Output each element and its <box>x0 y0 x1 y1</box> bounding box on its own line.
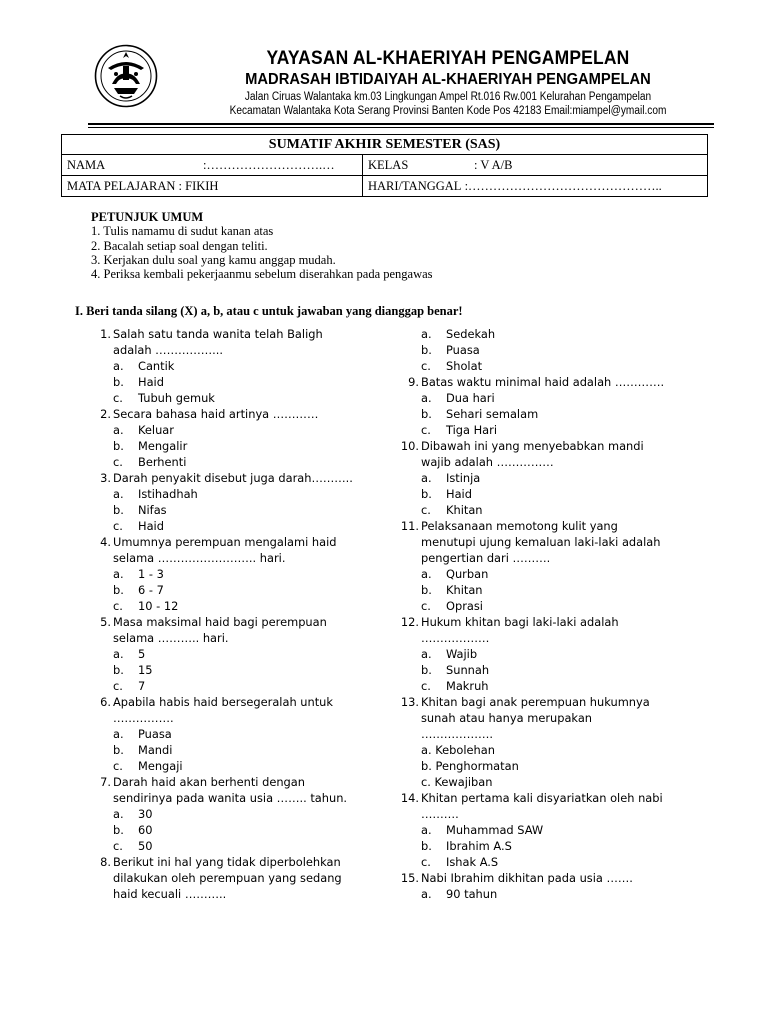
answer-option[interactable] <box>396 486 696 502</box>
instruction-item: 1. Tulis namamu di sudut kanan atas <box>91 224 274 239</box>
option-text: Sehari semalam <box>446 407 539 421</box>
question-text: haid kecuali ……….. <box>113 887 227 901</box>
answer-option[interactable] <box>88 662 388 678</box>
option-letter: a. <box>421 471 432 485</box>
question-item <box>88 326 388 358</box>
answer-option[interactable] <box>88 358 388 374</box>
question-number: 7. <box>100 775 111 789</box>
kelas-value: : V A/B <box>474 157 513 172</box>
option-text: Khitan <box>446 583 483 597</box>
question-text: ……………… <box>421 631 490 645</box>
option-letter: c. <box>113 679 123 693</box>
option-text: Ishak A.S <box>446 855 499 869</box>
option-text: Ibrahim A.S <box>446 839 512 853</box>
option-letter: c. <box>113 391 123 405</box>
question-text: Hukum khitan bagi laki-laki adalah <box>421 615 619 629</box>
option-letter: a. <box>113 647 124 661</box>
question-number: 15. <box>400 871 419 885</box>
answer-option[interactable] <box>396 662 696 678</box>
question-item <box>396 694 696 742</box>
answer-option[interactable] <box>88 598 388 614</box>
address-line-2: Kecamatan Walantaka Kota Serang Provinsi Banten Kode Pos 42183 Email:miampel@ymail.com <box>229 105 667 117</box>
question-item <box>88 470 388 486</box>
identity-table <box>61 134 708 197</box>
option-text: Mengalir <box>138 439 188 453</box>
question-text: Darah haid akan berhenti dengan <box>113 775 305 789</box>
question-item <box>396 374 696 390</box>
question-text: ………………. <box>421 727 493 741</box>
option-letter: a. <box>113 807 124 821</box>
answer-option[interactable] <box>88 438 388 454</box>
question-item <box>88 694 388 726</box>
answer-option[interactable] <box>396 838 696 854</box>
kelas-cell <box>363 155 708 176</box>
answer-option[interactable] <box>396 390 696 406</box>
question-text: ………. <box>421 807 459 821</box>
question-text: wajib adalah …………… <box>421 455 554 469</box>
option-text: Cantik <box>138 359 175 373</box>
question-text: Berikut ini hal yang tidak diperbolehkan <box>113 855 341 869</box>
answer-option[interactable] <box>88 742 388 758</box>
letterhead-rule-thin <box>88 127 714 128</box>
option-letter: c. <box>421 775 431 789</box>
option-text: 50 <box>138 839 153 853</box>
option-letter: a. <box>113 359 124 373</box>
question-text: ……………. <box>113 711 174 725</box>
question-item <box>396 438 696 470</box>
question-text: sunah atau hanya merupakan <box>421 711 593 725</box>
letterhead <box>168 48 728 118</box>
question-item <box>396 790 696 822</box>
hari-label: HARI/TANGGAL <box>368 178 462 193</box>
option-letter: a. <box>113 487 124 501</box>
question-item <box>396 870 696 886</box>
option-letter: c. <box>421 599 431 613</box>
answer-option[interactable] <box>396 886 696 902</box>
option-letter: c. <box>113 759 123 773</box>
option-letter: a. <box>421 823 432 837</box>
answer-option[interactable] <box>396 822 696 838</box>
option-letter: b. <box>113 375 124 389</box>
option-letter: a. <box>421 887 432 901</box>
question-item <box>88 854 388 902</box>
answer-option[interactable] <box>396 470 696 486</box>
question-text: pengertian dari ………. <box>421 551 551 565</box>
answer-option[interactable] <box>396 742 696 758</box>
option-text: Khitan <box>446 503 483 517</box>
question-text: Batas waktu minimal haid adalah …………. <box>421 375 665 389</box>
option-text: Penghormatan <box>435 759 519 773</box>
answer-option[interactable] <box>396 646 696 662</box>
answer-option[interactable] <box>396 326 696 342</box>
instructions-heading: PETUNJUK UMUM <box>91 210 204 224</box>
option-text: Berhenti <box>138 455 187 469</box>
option-text: Wajib <box>446 647 478 661</box>
option-letter: c. <box>421 855 431 869</box>
option-text: Sunnah <box>446 663 490 677</box>
question-item <box>88 534 388 566</box>
question-text: Pelaksanaan memotong kulit yang <box>421 519 618 533</box>
question-text: menutupi ujung kemaluan laki-laki adalah <box>421 535 661 549</box>
question-text: Umumnya perempuan mengalami haid <box>113 535 337 549</box>
school-logo <box>94 44 158 108</box>
option-letter: a. <box>113 423 124 437</box>
question-number: 2. <box>100 407 111 421</box>
nama-cell[interactable] <box>62 155 363 176</box>
answer-option[interactable] <box>396 774 696 790</box>
question-text: adalah ……………... <box>113 343 223 357</box>
question-item <box>88 406 388 422</box>
question-number: 1. <box>100 327 111 341</box>
option-text: Istinja <box>446 471 481 485</box>
mapel-label: MATA PELAJARAN <box>67 178 176 193</box>
option-letter: b. <box>113 503 124 517</box>
option-letter: c. <box>421 423 431 437</box>
option-text: 1 - 3 <box>138 567 164 581</box>
option-letter: c. <box>113 839 123 853</box>
option-text: Tubuh gemuk <box>138 391 215 405</box>
option-text: Mandi <box>138 743 173 757</box>
answer-option[interactable] <box>88 822 388 838</box>
question-text: Nabi Ibrahim dikhitan pada usia ……. <box>421 871 633 885</box>
address-line-1: Jalan Ciruas Walantaka km.03 Lingkungan Ampel Rt.016 Rw.001 Kelurahan Pengampelan <box>244 91 652 103</box>
answer-option[interactable] <box>88 582 388 598</box>
exam-title: SUMATIF AKHIR SEMESTER (SAS) <box>62 135 708 155</box>
question-number: 5. <box>100 615 111 629</box>
option-text: 15 <box>138 663 153 677</box>
question-text: Salah satu tanda wanita telah Baligh <box>113 327 323 341</box>
option-letter: b. <box>113 439 124 453</box>
option-text: Istihadhah <box>138 487 198 501</box>
school-name: MADRASAH IBTIDAIYAH AL-KHAERIYAH PENGAMPELAN <box>245 71 651 88</box>
question-text: Secara bahasa haid artinya ………… <box>113 407 319 421</box>
option-letter: b. <box>421 839 432 853</box>
option-text: Muhammad SAW <box>446 823 544 837</box>
foundation-name: YAYASAN AL-KHAERIYAH PENGAMPELAN <box>266 48 630 69</box>
option-text: Haid <box>138 375 164 389</box>
option-letter: a. <box>421 647 432 661</box>
answer-option[interactable] <box>88 454 388 470</box>
answer-option[interactable] <box>396 582 696 598</box>
option-text: Dua hari <box>446 391 495 405</box>
answer-option[interactable] <box>88 518 388 534</box>
option-letter: c. <box>113 455 123 469</box>
answer-option[interactable] <box>88 646 388 662</box>
answer-option[interactable] <box>88 486 388 502</box>
option-letter: a. <box>113 567 124 581</box>
answer-option[interactable] <box>396 422 696 438</box>
instruction-item: 2. Bacalah setiap soal dengan teliti. <box>91 238 268 253</box>
answer-option[interactable] <box>88 678 388 694</box>
option-letter: b. <box>421 663 432 677</box>
letterhead-rule-thick <box>88 123 714 125</box>
option-text: Kebolehan <box>435 743 495 757</box>
question-number: 4. <box>100 535 111 549</box>
answer-option[interactable] <box>88 390 388 406</box>
answer-option[interactable] <box>396 502 696 518</box>
question-text: Khitan bagi anak perempuan hukumnya <box>421 695 650 709</box>
answer-option[interactable] <box>396 758 696 774</box>
nama-value: :……………………….… <box>203 157 335 172</box>
answer-option[interactable] <box>88 374 388 390</box>
questions-column-left <box>88 326 388 902</box>
question-text: selama ……….. hari. <box>113 631 229 645</box>
option-letter: b. <box>113 823 124 837</box>
nama-label: NAMA <box>67 157 106 172</box>
option-letter: b. <box>421 759 432 773</box>
question-number: 3. <box>100 471 111 485</box>
question-text: Darah penyakit disebut juga darah……….. <box>113 471 353 485</box>
question-text: Khitan pertama kali disyariatkan oleh nabi <box>421 791 663 805</box>
option-letter: b. <box>421 343 432 357</box>
option-letter: c. <box>113 519 123 533</box>
option-letter: a. <box>421 743 432 757</box>
kelas-label: KELAS <box>368 157 409 172</box>
option-text: Haid <box>446 487 472 501</box>
question-number: 14. <box>400 791 419 805</box>
question-number: 13. <box>400 695 419 709</box>
option-text: 60 <box>138 823 153 837</box>
option-text: Nifas <box>138 503 167 517</box>
option-text: Mengaji <box>138 759 183 773</box>
option-letter: b. <box>113 743 124 757</box>
option-text: 6 - 7 <box>138 583 164 597</box>
question-text: selama …………………….. hari. <box>113 551 286 565</box>
answer-option[interactable] <box>88 502 388 518</box>
answer-option[interactable] <box>88 726 388 742</box>
answer-option[interactable] <box>396 678 696 694</box>
option-text: 5 <box>138 647 146 661</box>
option-letter: b. <box>113 663 124 677</box>
option-letter: b. <box>421 487 432 501</box>
option-letter: a. <box>113 727 124 741</box>
option-letter: c. <box>421 359 431 373</box>
mapel-cell <box>62 176 363 197</box>
mapel-value: : FIKIH <box>178 178 219 193</box>
question-text: Apabila habis haid bersegeralah untuk <box>113 695 333 709</box>
option-text: 10 - 12 <box>138 599 179 613</box>
answer-option[interactable] <box>396 406 696 422</box>
option-letter: c. <box>421 679 431 693</box>
hari-cell[interactable] <box>363 176 708 197</box>
questions-column-right <box>396 326 696 902</box>
question-item <box>88 774 388 806</box>
question-item <box>88 614 388 646</box>
answer-option[interactable] <box>396 358 696 374</box>
answer-option[interactable] <box>396 854 696 870</box>
question-text: Dibawah ini yang menyebabkan mandi <box>421 439 644 453</box>
question-number: 6. <box>100 695 111 709</box>
option-text: Makruh <box>446 679 489 693</box>
option-text: Puasa <box>138 727 172 741</box>
answer-option[interactable] <box>88 566 388 582</box>
option-text: Sedekah <box>446 327 496 341</box>
option-text: 30 <box>138 807 153 821</box>
question-number: 8. <box>100 855 111 869</box>
option-letter: a. <box>421 567 432 581</box>
answer-option[interactable] <box>396 566 696 582</box>
option-letter: b. <box>421 583 432 597</box>
option-letter: c. <box>113 599 123 613</box>
option-letter: a. <box>421 327 432 341</box>
option-text: 7 <box>138 679 146 693</box>
question-number: 12. <box>400 615 419 629</box>
section-heading: I. Beri tanda silang (X) a, b, atau c untuk jawaban yang dianggap benar! <box>75 304 463 318</box>
option-text: Puasa <box>446 343 480 357</box>
question-text: dilakukan oleh perempuan yang sedang <box>113 871 342 885</box>
option-text: Qurban <box>446 567 489 581</box>
option-letter: c. <box>421 503 431 517</box>
option-text: 90 tahun <box>446 887 498 901</box>
answer-option[interactable] <box>396 598 696 614</box>
answer-option[interactable] <box>88 758 388 774</box>
question-number: 11. <box>400 519 419 533</box>
hari-value: :……………………………………….. <box>464 178 662 193</box>
option-text: Tiga Hari <box>446 423 497 437</box>
option-letter: b. <box>421 407 432 421</box>
option-letter: b. <box>113 583 124 597</box>
option-text: Haid <box>138 519 164 533</box>
option-text: Kewajiban <box>434 775 493 789</box>
question-text: sendirinya pada wanita usia …….. tahun. <box>113 791 348 805</box>
instruction-item: 4. Periksa kembali pekerjaanmu sebelum diserahkan pada pengawas <box>91 267 433 282</box>
option-text: Keluar <box>138 423 174 437</box>
answer-option[interactable] <box>88 806 388 822</box>
option-text: Oprasi <box>446 599 483 613</box>
question-item <box>396 614 696 646</box>
answer-option[interactable] <box>396 342 696 358</box>
answer-option[interactable] <box>88 422 388 438</box>
instruction-item: 3. Kerjakan dulu soal yang kamu anggap mudah. <box>91 252 336 267</box>
option-text: Sholat <box>446 359 483 373</box>
question-item <box>396 518 696 566</box>
question-number: 10. <box>400 439 419 453</box>
question-number: 9. <box>408 375 419 389</box>
question-text: Masa maksimal haid bagi perempuan <box>113 615 327 629</box>
option-letter: a. <box>421 391 432 405</box>
answer-option[interactable] <box>88 838 388 854</box>
general-instructions <box>91 210 433 281</box>
